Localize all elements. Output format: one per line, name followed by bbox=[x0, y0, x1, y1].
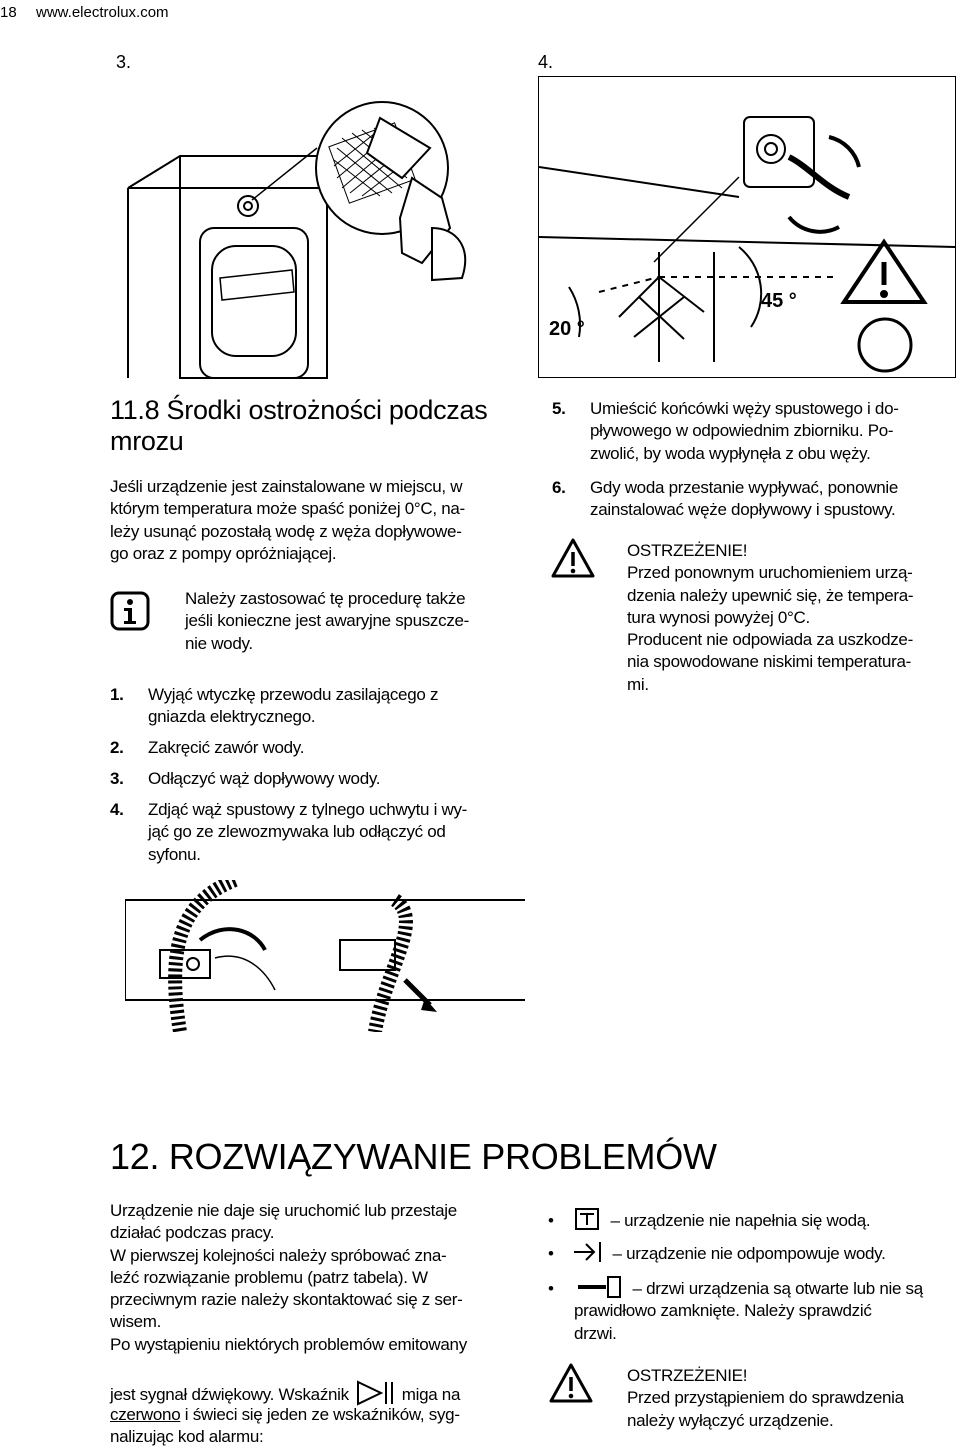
header-site-url[interactable]: www.electrolux.com bbox=[36, 4, 169, 21]
page-number: 18 bbox=[0, 4, 17, 21]
bullet-text: – drzwi urządzenia są otwarte lub nie są bbox=[632, 1279, 923, 1298]
step-line: Wyjąć wtyczkę przewodu zasilającego z bbox=[148, 685, 439, 704]
intro-line: leży usunąć pozostałą wodę z węża dopływowe- bbox=[110, 521, 462, 541]
info-note-line: nie wody. bbox=[185, 633, 253, 653]
step-number: 3. bbox=[110, 769, 124, 788]
step-line: Zdjąć wąż spustowy z tylnego uchwytu i wy- bbox=[148, 800, 468, 819]
info-icon bbox=[110, 591, 150, 631]
step-line: gniazda elektrycznego. bbox=[148, 707, 316, 727]
warning-triangle-icon bbox=[548, 1362, 594, 1404]
step-line: zainstalować węże dopływowy i spustowy. bbox=[590, 500, 896, 520]
section-11-8-intro bbox=[110, 476, 530, 565]
alarm-bullet-no-drain bbox=[548, 1240, 886, 1265]
section-12-paragraph bbox=[110, 1200, 530, 1356]
info-note bbox=[185, 588, 469, 655]
section-11-8-title-line1: 11.8 Środki ostrożności podczas bbox=[110, 395, 488, 425]
info-note-line: jeśli konieczne jest awaryjne spuszcze- bbox=[185, 611, 470, 631]
figure-4-hose-connection bbox=[538, 76, 956, 378]
para-line: działać podczas pracy. bbox=[110, 1223, 275, 1243]
beep-line bbox=[110, 1380, 460, 1406]
bullet-dot: • bbox=[548, 1211, 554, 1230]
step-number: 6. bbox=[552, 478, 566, 497]
step-number: 2. bbox=[110, 738, 124, 757]
warning-title: OSTRZEŻENIE! bbox=[627, 1366, 748, 1385]
warning-line: Przed ponownym uruchomieniem urzą- bbox=[627, 563, 913, 583]
figure-3-filter-cleaning bbox=[112, 78, 522, 380]
step-number: 4. bbox=[110, 800, 124, 819]
bullet-continuation: prawidłowo zamknięte. Należy sprawdzić bbox=[574, 1301, 872, 1321]
para-line: przeciwnym razie należy skontaktować się z ser- bbox=[110, 1290, 463, 1310]
step-number: 1. bbox=[110, 685, 124, 704]
beep-text-c: i świeci się jeden ze wskaźników, syg- bbox=[184, 1405, 460, 1424]
red-word: czerwono bbox=[110, 1405, 181, 1424]
step-line: syfonu. bbox=[148, 844, 201, 864]
warning-title: OSTRZEŻENIE! bbox=[627, 541, 748, 560]
alarm-bullet-no-water bbox=[548, 1207, 870, 1232]
bullet-dot: • bbox=[548, 1279, 554, 1298]
step-line: Odłączyć wąż dopływowy wody. bbox=[148, 769, 381, 788]
warning-frost bbox=[627, 540, 957, 696]
red-indicator-line bbox=[110, 1404, 460, 1426]
figure-3-label: 3. bbox=[116, 52, 132, 72]
warning-line: należy wyłączyć urządzenie. bbox=[627, 1410, 834, 1430]
section-11-8-title-line2: mrozu bbox=[110, 426, 184, 456]
figure-drain-hose-removal bbox=[125, 880, 525, 1032]
beep-text-a: jest sygnał dźwiękowy. Wskaźnik bbox=[110, 1385, 349, 1404]
step-line: pływowego w odpowiednim zbiorniku. Po- bbox=[590, 421, 894, 441]
warning-switch-off bbox=[627, 1365, 957, 1432]
bullet-continuation: drzwi. bbox=[574, 1323, 617, 1343]
section-12-title: 12. ROZWIĄZYWANIE PROBLEMÓW bbox=[110, 1136, 717, 1177]
para-line: Po wystąpieniu niektórych problemów emitowany bbox=[110, 1334, 467, 1354]
start-pause-indicator-icon bbox=[355, 1380, 395, 1406]
warning-line: Producent nie odpowiada za uszkodze- bbox=[627, 630, 913, 650]
step-number: 5. bbox=[552, 399, 566, 418]
para-line: Urządzenie nie daje się uruchomić lub przestaje bbox=[110, 1201, 457, 1220]
step-line: Umieścić końcówki węży spustowego i do- bbox=[590, 399, 899, 418]
info-note-line: Należy zastosować tę procedurę także bbox=[185, 589, 466, 608]
warning-line: mi. bbox=[627, 674, 649, 694]
step-line: Zakręcić zawór wody. bbox=[148, 738, 305, 757]
warning-line: Przed przystąpieniem do sprawdzenia bbox=[627, 1388, 904, 1408]
bullet-text: – urządzenie nie odpompowuje wody. bbox=[612, 1244, 886, 1263]
warning-line: tura wynosi powyżej 0°C. bbox=[627, 607, 810, 627]
warning-triangle-icon bbox=[550, 537, 596, 579]
angle-label-20: 20 ° bbox=[549, 318, 585, 340]
alarm-bullet-door-open bbox=[548, 1275, 923, 1345]
bullet-dot: • bbox=[548, 1244, 554, 1263]
para-line: W pierwszej kolejności należy spróbować zna- bbox=[110, 1245, 447, 1265]
beep-text-b: miga na bbox=[401, 1385, 461, 1404]
angle-label-45: 45 ° bbox=[761, 290, 797, 312]
door-key-icon bbox=[576, 1275, 624, 1299]
intro-line: którym temperatura może spaść poniżej 0°C, na- bbox=[110, 499, 465, 519]
step-line: Gdy woda przestanie wypływać, ponownie bbox=[590, 478, 898, 497]
step-line: jąć go ze zlewozmywaka lub odłączyć od bbox=[148, 822, 446, 842]
intro-line: Jeśli urządzenie jest zainstalowane w miejscu, w bbox=[110, 477, 463, 496]
warning-line: dzenia należy upewnić się, że tempera- bbox=[627, 585, 914, 605]
drain-icon bbox=[572, 1240, 604, 1264]
beep-text-d: nalizując kod alarmu: bbox=[110, 1427, 264, 1446]
para-line: leźć rozwiązanie problemu (patrz tabela). W bbox=[110, 1267, 428, 1287]
para-line: wisem. bbox=[110, 1312, 162, 1332]
step-line: zwolić, by woda wypłynęła z obu węży. bbox=[590, 443, 871, 463]
bullet-text: – urządzenie nie napełnia się wodą. bbox=[610, 1211, 871, 1230]
intro-line: go oraz z pompy opróżniającej. bbox=[110, 543, 337, 563]
warning-line: nia spowodowane niskimi temperatura- bbox=[627, 652, 912, 672]
figure-4-label: 4. bbox=[538, 52, 554, 72]
tap-icon bbox=[574, 1207, 602, 1231]
